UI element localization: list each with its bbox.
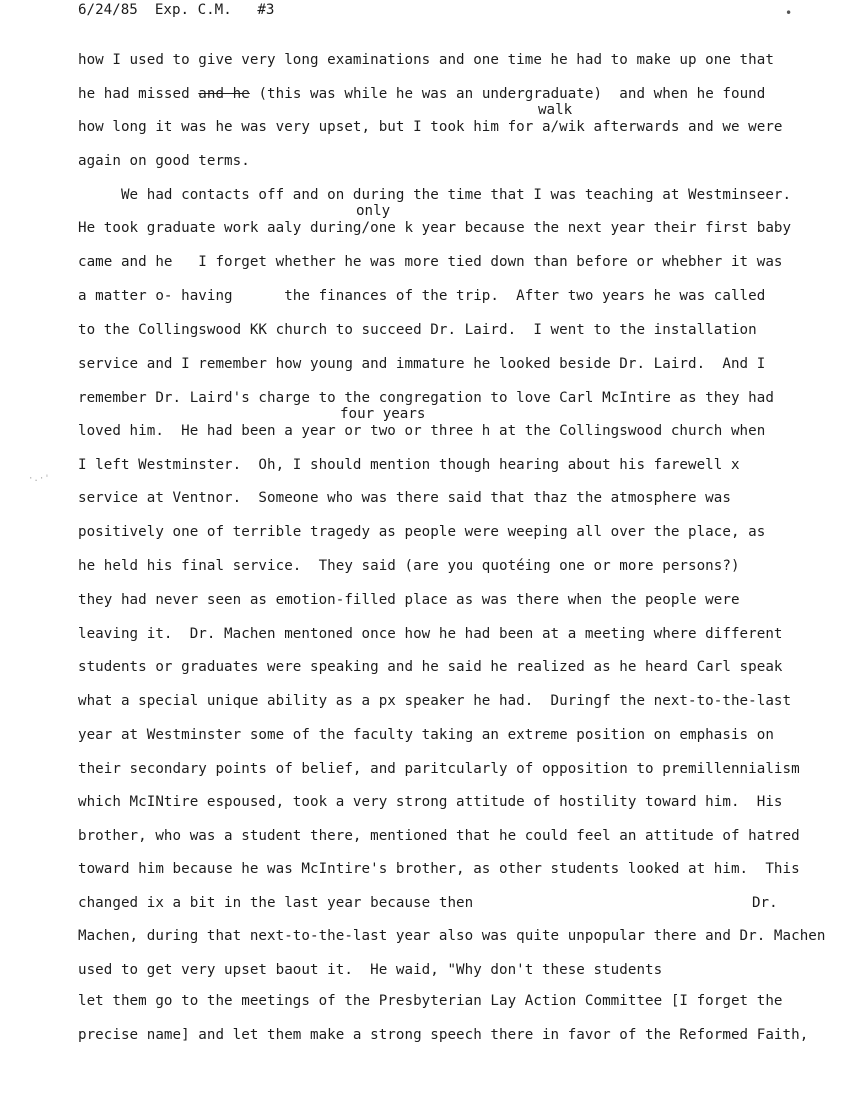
text-line: again on good terms. [78,153,250,169]
text-line: how I used to give very long examinations and one time he had to make up one that [78,52,774,68]
inserted-word: walk [538,102,573,118]
margin-speck: ·.·' [28,474,50,484]
text-line: came and he I forget whether he was more tied down than before or whebher it was [78,254,783,270]
text-line: remember Dr. Laird's charge to the congregation to love Carl McIntire as they had [78,390,774,406]
text-line: I left Westminster. Oh, I should mention though hearing about his farewell x [78,457,740,473]
text-line: which McINtire espoused, took a very strong attitude of hostility toward him. His [78,794,783,810]
text-line: what a special unique ability as a px speaker he had. Duringf the next-to-the-last [78,693,792,709]
text-line: how long it was he was very upset, but I took him for a/wik afterwards and we were [78,119,783,135]
text-line: service and I remember how young and immature he looked beside Dr. Laird. And I [78,356,766,372]
text-line-end: Dr. [752,895,778,911]
text-line: Machen, during that next-to-the-last year also was quite unpopular there and Dr. Machen [78,928,826,944]
inserted-word: four years [340,406,426,422]
text-line: he held his final service. They said (are you quotéing one or more persons?) [78,558,740,574]
text-line: brother, who was a student there, mentioned that he could feel an attitude of hatred [78,828,800,844]
corner-mark: • [785,6,793,20]
text-line: He took graduate work aaly during/one k year because the next year their first baby [78,220,792,236]
text-line: let them go to the meetings of the Presbyterian Lay Action Committee [I forget the [78,993,783,1009]
struck-text: and he [198,86,250,102]
text-line: they had never seen as emotion-filled place as was there when the people were [78,592,740,608]
text-line: students or graduates were speaking and he said he realized as he heard Carl speak [78,659,783,675]
page-header: 6/24/85 Exp. C.M. #3 [78,2,275,18]
text-line: a matter o- having the finances of the trip. After two years he was called [78,288,766,304]
text-line: We had contacts off and on during the time that I was teaching at Westminseer. [78,187,792,203]
text-line: used to get very upset baout it. He waid, "Why don't these students [78,962,663,978]
text-segment: (this was while he was an undergraduate) and when he found [249,86,766,102]
text-line: to the Collingswood KK church to succeed Dr. Laird. I went to the installation [78,322,757,338]
text-line: service at Ventnor. Someone who was there said that thaz the atmosphere was [78,490,731,506]
text-line: loved him. He had been a year or two or three h at the Collingswood church when [78,423,766,439]
text-line: leaving it. Dr. Machen mentoned once how he had been at a meeting where different [78,626,783,642]
text-line: precise name] and let them make a strong speech there in favor of the Reformed Faith, [78,1027,809,1043]
text-line [78,86,765,102]
inserted-word: only [356,203,391,219]
text-line: changed ix a bit in the last year because then [78,895,474,911]
text-line: toward him because he was McIntire's brother, as other students looked at him. This [78,861,800,877]
text-line: their secondary points of belief, and paritcularly of opposition to premillennialism [78,761,800,777]
text-line: year at Westminster some of the faculty taking an extreme position on emphasis on [78,727,774,743]
text-line: positively one of terrible tragedy as people were weeping all over the place, as [78,524,766,540]
text-segment: he had missed [78,86,199,102]
